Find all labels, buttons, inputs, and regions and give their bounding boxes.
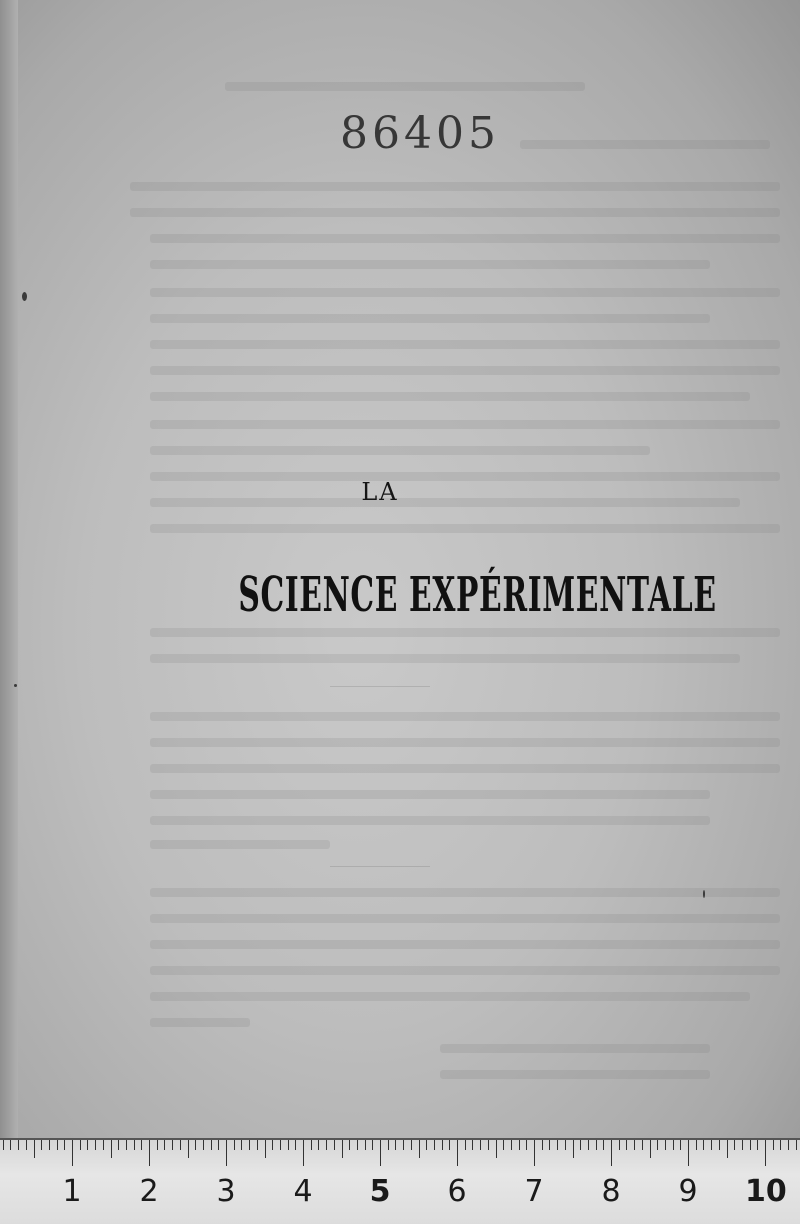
ruler-tick bbox=[727, 1140, 728, 1158]
ruler-tick bbox=[126, 1140, 127, 1150]
ruler-tick bbox=[796, 1140, 797, 1150]
ruler-tick bbox=[318, 1140, 319, 1150]
ruler-tick bbox=[311, 1140, 312, 1150]
ruler-tick bbox=[603, 1140, 604, 1150]
ruler-tick bbox=[711, 1140, 712, 1150]
ruler-tick bbox=[10, 1140, 11, 1150]
ruler-tick bbox=[380, 1140, 381, 1166]
ruler-tick bbox=[134, 1140, 135, 1150]
ruler-tick bbox=[665, 1140, 666, 1150]
ruler-tick bbox=[673, 1140, 674, 1150]
ruler-tick bbox=[511, 1140, 512, 1150]
ruler-tick bbox=[634, 1140, 635, 1150]
page-title: SCIENCE EXPÉRIMENTALE bbox=[238, 567, 717, 623]
ruler-tick bbox=[734, 1140, 735, 1150]
ruler-number: 4 bbox=[293, 1174, 313, 1209]
ruler-tick bbox=[26, 1140, 27, 1150]
ruler-tick bbox=[49, 1140, 50, 1150]
ink-speck bbox=[22, 292, 27, 301]
ruler-tick bbox=[542, 1140, 543, 1150]
ruler-number: 2 bbox=[139, 1174, 159, 1209]
ruler-tick bbox=[526, 1140, 527, 1150]
ruler-tick bbox=[449, 1140, 450, 1150]
ruler-tick bbox=[688, 1140, 689, 1166]
ruler-tick bbox=[326, 1140, 327, 1150]
page-edge-shadow bbox=[0, 0, 18, 1140]
ruler-tick bbox=[34, 1140, 35, 1158]
ruler-tick bbox=[719, 1140, 720, 1150]
ruler-tick bbox=[472, 1140, 473, 1150]
ruler-tick bbox=[650, 1140, 651, 1158]
ruler-number: 9 bbox=[678, 1174, 698, 1209]
ruler-tick bbox=[241, 1140, 242, 1150]
ruler-tick bbox=[703, 1140, 704, 1150]
ruler-tick bbox=[349, 1140, 350, 1150]
ruler-tick bbox=[750, 1140, 751, 1150]
ruler-tick bbox=[280, 1140, 281, 1150]
ruler-tick bbox=[57, 1140, 58, 1150]
ruler-tick bbox=[565, 1140, 566, 1150]
ruler-tick bbox=[3, 1140, 4, 1150]
ruler-tick bbox=[365, 1140, 366, 1150]
ruler-tick bbox=[334, 1140, 335, 1150]
ruler-tick bbox=[172, 1140, 173, 1150]
ruler-tick bbox=[573, 1140, 574, 1158]
ruler-tick bbox=[157, 1140, 158, 1150]
ruler-tick bbox=[388, 1140, 389, 1150]
ruler-tick bbox=[434, 1140, 435, 1150]
ruler-tick bbox=[265, 1140, 266, 1158]
ruler-tick bbox=[203, 1140, 204, 1150]
ruler-tick bbox=[164, 1140, 165, 1150]
ruler-tick bbox=[788, 1140, 789, 1150]
ruler-tick bbox=[426, 1140, 427, 1150]
ruler-tick bbox=[626, 1140, 627, 1150]
ruler-tick bbox=[211, 1140, 212, 1150]
ruler-tick bbox=[272, 1140, 273, 1150]
ruler-tick bbox=[465, 1140, 466, 1150]
ruler-tick bbox=[41, 1140, 42, 1150]
ruler-tick bbox=[303, 1140, 304, 1166]
ruler-tick bbox=[496, 1140, 497, 1158]
ruler-tick bbox=[249, 1140, 250, 1150]
ruler-number: 7 bbox=[524, 1174, 544, 1209]
ruler-tick bbox=[588, 1140, 589, 1150]
ruler-tick bbox=[180, 1140, 181, 1150]
ruler-tick bbox=[103, 1140, 104, 1150]
ink-speck bbox=[703, 890, 705, 898]
ink-speck bbox=[14, 684, 17, 687]
ruler-tick bbox=[64, 1140, 65, 1150]
ruler-tick bbox=[342, 1140, 343, 1158]
ruler-tick bbox=[773, 1140, 774, 1150]
measuring-ruler bbox=[0, 1138, 800, 1224]
ruler-tick bbox=[442, 1140, 443, 1150]
ruler-tick bbox=[549, 1140, 550, 1150]
ruler-tick bbox=[118, 1140, 119, 1150]
ruler-tick bbox=[357, 1140, 358, 1150]
ruler-tick bbox=[395, 1140, 396, 1150]
ruler-tick bbox=[195, 1140, 196, 1150]
ruler-tick bbox=[419, 1140, 420, 1158]
ruler-tick bbox=[657, 1140, 658, 1150]
ruler-tick bbox=[149, 1140, 150, 1166]
ruler-tick bbox=[611, 1140, 612, 1166]
ruler-tick bbox=[403, 1140, 404, 1150]
ruler-tick bbox=[257, 1140, 258, 1150]
ruler-tick bbox=[111, 1140, 112, 1158]
ruler-number: 5 bbox=[369, 1174, 391, 1209]
ruler-tick bbox=[234, 1140, 235, 1150]
ruler-tick bbox=[141, 1140, 142, 1150]
title-article: LA bbox=[361, 478, 399, 506]
ruler-tick bbox=[226, 1140, 227, 1166]
ruler-tick bbox=[295, 1140, 296, 1150]
ruler-tick bbox=[411, 1140, 412, 1150]
ruler-tick bbox=[80, 1140, 81, 1150]
ruler-number: 1 bbox=[62, 1174, 82, 1209]
ruler-tick bbox=[95, 1140, 96, 1150]
ruler-tick bbox=[696, 1140, 697, 1150]
ruler-tick bbox=[780, 1140, 781, 1150]
ruler-tick bbox=[503, 1140, 504, 1150]
ruler-tick bbox=[596, 1140, 597, 1150]
ruler-tick bbox=[480, 1140, 481, 1150]
ruler-number: 3 bbox=[216, 1174, 236, 1209]
ruler-number: 8 bbox=[601, 1174, 621, 1209]
ruler-tick bbox=[680, 1140, 681, 1150]
ruler-tick bbox=[372, 1140, 373, 1150]
ruler-tick bbox=[457, 1140, 458, 1166]
ruler-tick bbox=[18, 1140, 19, 1150]
ruler-tick bbox=[87, 1140, 88, 1150]
ruler-tick bbox=[72, 1140, 73, 1166]
ruler-tick bbox=[619, 1140, 620, 1150]
ruler-number: 10 bbox=[745, 1174, 787, 1209]
ruler-tick bbox=[488, 1140, 489, 1150]
ruler-tick bbox=[557, 1140, 558, 1150]
ruler-tick bbox=[519, 1140, 520, 1150]
ruler-tick bbox=[765, 1140, 766, 1166]
ruler-tick bbox=[757, 1140, 758, 1150]
ruler-tick bbox=[188, 1140, 189, 1158]
catalog-stamp-number: 86405 bbox=[340, 108, 500, 159]
ruler-number: 6 bbox=[447, 1174, 467, 1209]
ruler-tick bbox=[580, 1140, 581, 1150]
ruler-tick bbox=[218, 1140, 219, 1150]
ruler-tick bbox=[642, 1140, 643, 1150]
ruler-tick bbox=[742, 1140, 743, 1150]
ruler-tick bbox=[288, 1140, 289, 1150]
ruler-tick bbox=[534, 1140, 535, 1166]
